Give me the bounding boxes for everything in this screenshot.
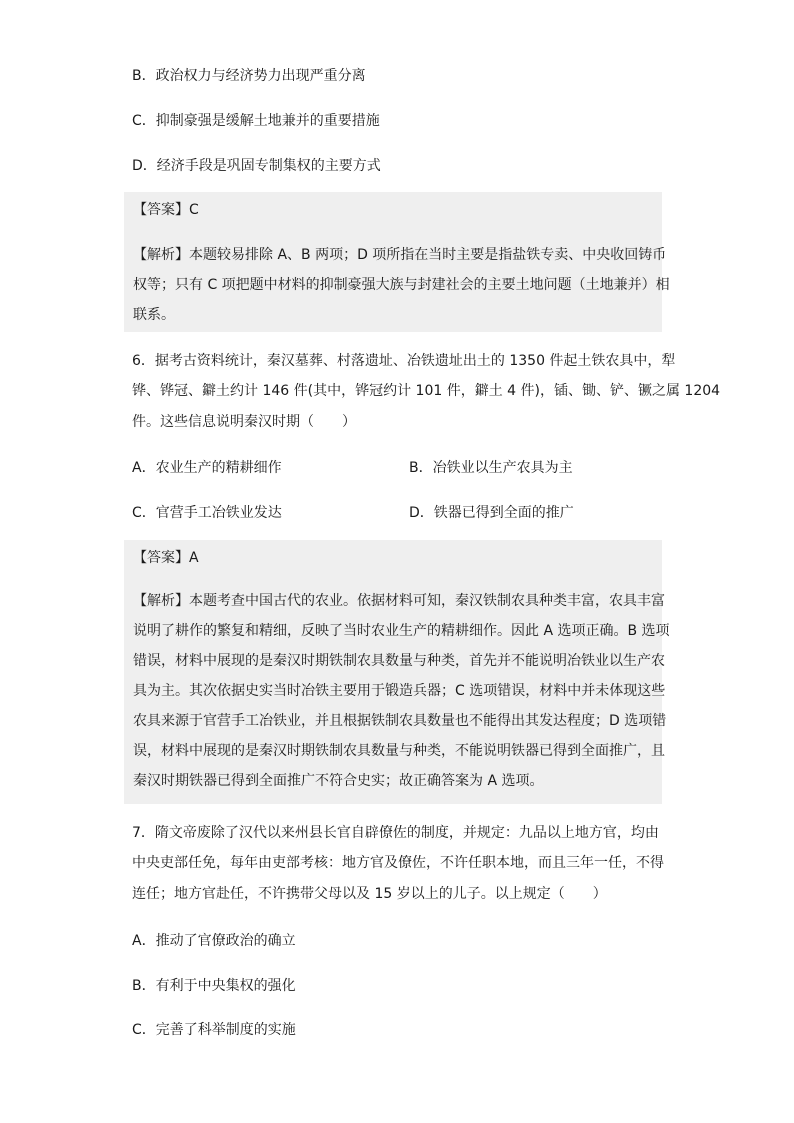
q6-option-b: B．冶铁业以生产农具为主 <box>409 460 573 476</box>
q7-option-a: A．推动了官僚政治的确立 <box>132 933 296 949</box>
q5-answer: 【答案】C <box>133 202 199 218</box>
q5-analysis-line: 【解析】本题较易排除 A、B 两项；D 项所指在当时主要是指盐铁专卖、中央收回铸币 <box>133 247 667 263</box>
q6-analysis-line: 具为主。其次依据史实当时冶铁主要用于锻造兵器；C 选项错误，材料中并未体现这些 <box>133 683 666 699</box>
q6-analysis-line: 说明了耕作的繁复和精细，反映了当时农业生产的精耕细作。因此 A 选项正确。B 选项 <box>133 623 670 639</box>
q6-option-d: D．铁器已得到全面的推广 <box>409 505 574 521</box>
q6-answer-box <box>124 540 670 804</box>
q6-analysis-line: 误，材料中展现的是秦汉时期铁制农具数量与种类，不能说明铁器已得到全面推广，且 <box>133 743 665 759</box>
q6-answer: 【答案】A <box>133 550 199 566</box>
q7-stem-line: 连任；地方官赴任，不许携带父母以及 15 岁以上的儿子。以上规定（ ） <box>132 886 607 902</box>
q7-option-c: C．完善了科举制度的实施 <box>132 1022 296 1038</box>
q6-analysis-line: 错误，材料中展现的是秦汉时期铁制农具数量与种类，首先并不能说明冶铁业以生产农 <box>133 653 665 669</box>
q5-option-c: C．抑制豪强是缓解土地兼并的重要措施 <box>132 113 380 129</box>
q6-option-c: C．官营手工冶铁业发达 <box>132 505 282 521</box>
q7-stem-line: 中央吏部任免，每年由吏部考核：地方官及僚佐，不许任职本地，而且三年一任，不得 <box>132 855 664 871</box>
q6-analysis-line: 秦汉时期铁器已得到全面推广不符合史实；故正确答案为 A 选项。 <box>133 773 544 789</box>
q5-option-d: D．经济手段是巩固专制集权的主要方式 <box>132 158 381 174</box>
q5-analysis-line: 权等；只有 C 项把题中材料的抑制豪强大族与封建社会的主要土地问题（土地兼并）相 <box>133 277 670 293</box>
q6-stem-line: 铧、铧冠、鐴土约计 146 件(其中，铧冠约计 101 件，鐴土 4 件)，锸、锄、铲、镢之属 1204 <box>132 383 721 399</box>
q6-analysis-line: 农具来源于官营手工冶铁业，并且根据铁制农具数量也不能得出其发达程度；D 选项错 <box>133 713 667 729</box>
q6-stem-line: 6．据考古资料统计，秦汉墓葬、村落遗址、冶铁遗址出土的 1350 件起土铁农具中，犁 <box>132 353 676 369</box>
q6-stem-line: 件。这些信息说明秦汉时期（ ） <box>132 414 356 430</box>
q6-option-a: A．农业生产的精耕细作 <box>132 460 282 476</box>
q6-analysis-line: 【解析】本题考查中国古代的农业。依据材料可知，秦汉铁制农具种类丰富，农具丰富 <box>133 593 665 609</box>
q5-option-b: B．政治权力与经济势力出现严重分离 <box>132 68 366 84</box>
q7-option-b: B．有利于中央集权的强化 <box>132 978 296 994</box>
q7-stem-line: 7．隋文帝废除了汉代以来州县长官自辟僚佐的制度，并规定：九品以上地方官，均由 <box>132 825 659 841</box>
q5-answer-box <box>124 192 670 332</box>
q5-analysis-line: 联系。 <box>133 307 175 323</box>
